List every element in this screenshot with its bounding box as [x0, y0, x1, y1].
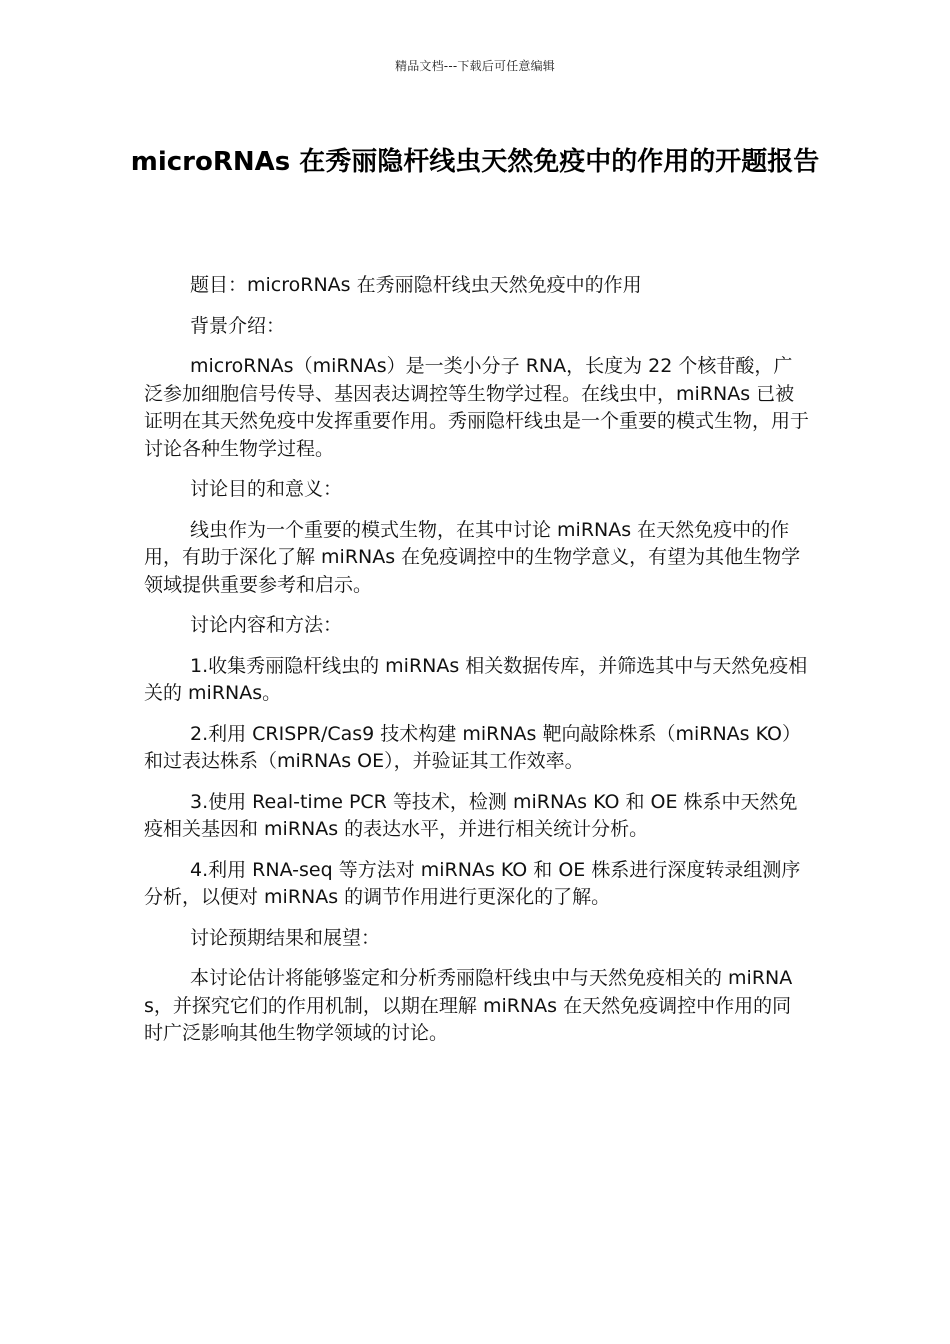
purpose-paragraph: 线虫作为一个重要的模式生物，在其中讨论 miRNAs 在天然免疫中的作用，有助于深化了解 miRNAs 在免疫调控中的生物学意义，有望为其他生物学领域提供重要参考和启示。	[144, 518, 801, 596]
method-item-3: 3.使用 Real-time PCR 等技术，检测 miRNAs KO 和 OE 株系中天然免疫相关基因和 miRNAs 的表达水平，并进行相关统计分析。	[144, 790, 798, 840]
section-heading-methods: 讨论内容和方法：	[190, 614, 343, 636]
outlook-paragraph: 本讨论估计将能够鉴定和分析秀丽隐杆线虫中与天然免疫相关的 miRNAs，并探究它们的作用机制，以期在理解 miRNAs 在天然免疫调控中作用的同时广泛影响其他生物学领域的讨论。	[144, 967, 793, 1044]
section-heading-outlook: 讨论预期结果和展望：	[190, 926, 381, 949]
section-heading-purpose: 讨论目的和意义：	[190, 478, 343, 500]
header-note: 精品文档---下载后可任意编辑	[395, 59, 555, 73]
method-item-1: 1.收集秀丽隐杆线虫的 miRNAs 相关数据传库，并筛选其中与天然免疫相关的 miRNAs。	[144, 654, 808, 704]
method-item-2: 2.利用 CRISPR/Cas9 技术构建 miRNAs 靶向敲除株系（miRNAs KO）和过表达株系（miRNAs OE），并验证其工作效率。	[144, 722, 801, 772]
background-paragraph: microRNAs（miRNAs）是一类小分子 RNA，长度为 22 个核苷酸，广泛参加细胞信号传导、基因表达调控等生物学过程。在线虫中，miRNAs 已被证明在其天然免疫中发挥重要作用。秀丽隐杆线虫是一个重要的模式生物，用于讨论各种生物学过程。	[144, 355, 810, 460]
topic-line: 题目：microRNAs 在秀丽隐杆线虫天然免疫中的作用	[190, 274, 642, 296]
document-body	[144, 272, 809, 1061]
document-title: microRNAs 在秀丽隐杆线虫天然免疫中的作用的开题报告	[130, 147, 820, 177]
section-heading-background: 背景介绍：	[190, 314, 286, 337]
method-item-4: 4.利用 RNA-seq 等方法对 miRNAs KO 和 OE 株系进行深度转录组测序分析，以便对 miRNAs 的调节作用进行更深化的了解。	[144, 858, 801, 908]
